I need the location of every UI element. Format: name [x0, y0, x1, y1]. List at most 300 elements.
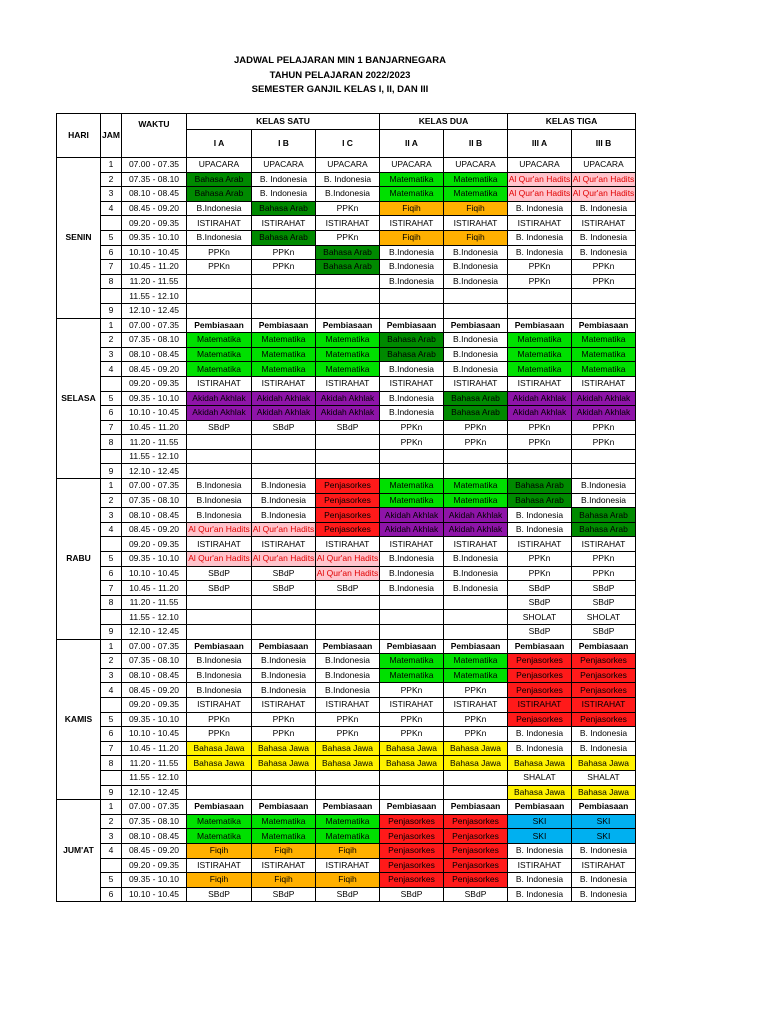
subject-cell: B. Indonesia: [316, 172, 380, 187]
subject-cell: Pembiasaan: [444, 800, 508, 815]
subject-cell: PPKn: [187, 727, 252, 742]
jam-cell: 4: [101, 683, 122, 698]
waktu-cell: 07.00 - 07.35: [122, 800, 187, 815]
jam-cell: [101, 610, 122, 625]
subject-cell: Bahasa Arab: [572, 508, 636, 523]
subject-cell: SBdP: [572, 581, 636, 596]
subject-cell: ISTIRAHAT: [572, 216, 636, 231]
schedule-row: [57, 172, 636, 187]
schedule-row: [57, 639, 636, 654]
subject-cell: [316, 303, 380, 318]
waktu-cell: 08.10 - 08.45: [122, 347, 187, 362]
subject-cell: B.Indonesia: [252, 654, 316, 669]
subject-cell: [444, 610, 508, 625]
subject-cell: [187, 610, 252, 625]
subject-cell: Al Qur'an Hadits: [187, 552, 252, 567]
jam-cell: 6: [101, 887, 122, 902]
subject-cell: SBdP: [316, 420, 380, 435]
waktu-cell: 08.10 - 08.45: [122, 668, 187, 683]
subject-cell: PPKn: [187, 260, 252, 275]
subject-cell: [444, 289, 508, 304]
jam-cell: 4: [101, 362, 122, 377]
subject-cell: ISTIRAHAT: [508, 697, 572, 712]
jam-cell: [101, 216, 122, 231]
waktu-cell: 07.35 - 08.10: [122, 654, 187, 669]
subject-cell: Matematika: [252, 362, 316, 377]
subject-cell: PPKn: [252, 245, 316, 260]
schedule-row: [57, 406, 636, 421]
subject-cell: ISTIRAHAT: [187, 216, 252, 231]
subject-cell: ISTIRAHAT: [444, 216, 508, 231]
subject-cell: Matematika: [187, 829, 252, 844]
subject-cell: Bahasa Jawa: [444, 741, 508, 756]
subject-cell: SBdP: [187, 887, 252, 902]
subject-cell: Matematika: [444, 187, 508, 202]
subject-cell: Pembiasaan: [572, 318, 636, 333]
subject-cell: [380, 625, 444, 640]
waktu-cell: 11.55 - 12.10: [122, 449, 187, 464]
subject-cell: [187, 435, 252, 450]
subject-cell: Matematika: [508, 347, 572, 362]
subject-cell: SKI: [572, 814, 636, 829]
schedule-row: [57, 887, 636, 902]
subject-cell: PPKn: [316, 727, 380, 742]
subject-cell: Pembiasaan: [187, 318, 252, 333]
subject-cell: SBdP: [380, 887, 444, 902]
subject-cell: Penjasorkes: [572, 654, 636, 669]
subject-cell: B.Indonesia: [380, 552, 444, 567]
subject-cell: Bahasa Arab: [380, 347, 444, 362]
subject-cell: B.Indonesia: [444, 362, 508, 377]
header-kelas-satu: KELAS SATU: [187, 114, 380, 130]
subject-cell: B.Indonesia: [380, 581, 444, 596]
waktu-cell: 08.45 - 09.20: [122, 522, 187, 537]
schedule-row: [57, 697, 636, 712]
subject-cell: Fiqih: [444, 230, 508, 245]
header-class-1a: I A: [187, 130, 252, 158]
waktu-cell: 09.20 - 09.35: [122, 376, 187, 391]
subject-cell: [380, 785, 444, 800]
subject-cell: PPKn: [316, 712, 380, 727]
subject-cell: Akidah Akhlak: [316, 406, 380, 421]
schedule-row: [57, 610, 636, 625]
subject-cell: Fiqih: [252, 843, 316, 858]
jam-cell: 2: [101, 654, 122, 669]
subject-cell: B. Indonesia: [572, 843, 636, 858]
subject-cell: Bahasa Jawa: [508, 756, 572, 771]
subject-cell: Akidah Akhlak: [444, 508, 508, 523]
subject-cell: [187, 449, 252, 464]
jam-cell: 5: [101, 873, 122, 888]
jam-cell: 5: [101, 230, 122, 245]
subject-cell: PPKn: [444, 727, 508, 742]
waktu-cell: 08.45 - 09.20: [122, 201, 187, 216]
subject-cell: PPKn: [316, 230, 380, 245]
subject-cell: Matematika: [252, 814, 316, 829]
schedule-row: [57, 566, 636, 581]
subject-cell: Pembiasaan: [187, 800, 252, 815]
subject-cell: ISTIRAHAT: [508, 376, 572, 391]
subject-cell: Penjasorkes: [380, 829, 444, 844]
schedule-table: [56, 113, 636, 902]
subject-cell: [444, 303, 508, 318]
subject-cell: SBdP: [508, 595, 572, 610]
subject-cell: [187, 770, 252, 785]
subject-cell: B.Indonesia: [380, 391, 444, 406]
subject-cell: [316, 464, 380, 479]
subject-cell: SHALAT: [508, 770, 572, 785]
subject-cell: [316, 625, 380, 640]
header-waktu: WAKTU: [122, 114, 187, 158]
header-hari: HARI: [57, 114, 101, 158]
subject-cell: B.Indonesia: [444, 260, 508, 275]
subject-cell: ISTIRAHAT: [187, 858, 252, 873]
subject-cell: SBdP: [187, 420, 252, 435]
subject-cell: Penjasorkes: [508, 683, 572, 698]
waktu-cell: 10.45 - 11.20: [122, 581, 187, 596]
subject-cell: [572, 464, 636, 479]
subject-cell: B.Indonesia: [444, 552, 508, 567]
title-semester: SEMESTER GANJIL KELAS I, II, DAN III: [251, 84, 429, 95]
subject-cell: ISTIRAHAT: [572, 537, 636, 552]
subject-cell: PPKn: [508, 566, 572, 581]
waktu-cell: 09.20 - 09.35: [122, 697, 187, 712]
subject-cell: Matematika: [572, 362, 636, 377]
waktu-cell: 07.00 - 07.35: [122, 639, 187, 654]
schedule-row: [57, 479, 636, 494]
subject-cell: B.Indonesia: [187, 654, 252, 669]
waktu-cell: 12.10 - 12.45: [122, 625, 187, 640]
subject-cell: [316, 785, 380, 800]
subject-cell: SBdP: [508, 581, 572, 596]
subject-cell: Matematika: [380, 654, 444, 669]
jam-cell: 2: [101, 493, 122, 508]
subject-cell: [380, 464, 444, 479]
subject-cell: [187, 464, 252, 479]
schedule-row: [57, 581, 636, 596]
waktu-cell: 09.20 - 09.35: [122, 537, 187, 552]
subject-cell: B. Indonesia: [508, 201, 572, 216]
subject-cell: ISTIRAHAT: [187, 697, 252, 712]
subject-cell: B.Indonesia: [187, 493, 252, 508]
subject-cell: [444, 464, 508, 479]
subject-cell: Bahasa Jawa: [316, 756, 380, 771]
subject-cell: SBdP: [252, 566, 316, 581]
waktu-cell: 07.00 - 07.35: [122, 158, 187, 173]
subject-cell: B. Indonesia: [508, 522, 572, 537]
subject-cell: B.Indonesia: [444, 245, 508, 260]
jam-cell: 7: [101, 741, 122, 756]
jam-cell: 8: [101, 274, 122, 289]
schedule-row: [57, 683, 636, 698]
jam-cell: 9: [101, 625, 122, 640]
subject-cell: PPKn: [444, 712, 508, 727]
schedule-row: [57, 829, 636, 844]
subject-cell: ISTIRAHAT: [316, 858, 380, 873]
subject-cell: B.Indonesia: [252, 683, 316, 698]
subject-cell: B.Indonesia: [316, 187, 380, 202]
jam-cell: 7: [101, 581, 122, 596]
subject-cell: [316, 610, 380, 625]
jam-cell: [101, 770, 122, 785]
schedule-row: [57, 770, 636, 785]
subject-cell: Matematika: [316, 829, 380, 844]
subject-cell: Matematika: [187, 333, 252, 348]
subject-cell: Pembiasaan: [316, 639, 380, 654]
subject-cell: Akidah Akhlak: [508, 391, 572, 406]
subject-cell: Matematika: [316, 333, 380, 348]
subject-cell: Bahasa Jawa: [252, 756, 316, 771]
subject-cell: [444, 449, 508, 464]
subject-cell: B. Indonesia: [572, 245, 636, 260]
subject-cell: [252, 595, 316, 610]
subject-cell: Bahasa Arab: [252, 201, 316, 216]
subject-cell: ISTIRAHAT: [316, 537, 380, 552]
subject-cell: Akidah Akhlak: [187, 406, 252, 421]
subject-cell: Akidah Akhlak: [252, 391, 316, 406]
subject-cell: B.Indonesia: [380, 274, 444, 289]
subject-cell: [316, 274, 380, 289]
subject-cell: ISTIRAHAT: [252, 537, 316, 552]
jam-cell: 5: [101, 552, 122, 567]
subject-cell: Akidah Akhlak: [508, 406, 572, 421]
waktu-cell: 07.00 - 07.35: [122, 479, 187, 494]
schedule-row: [57, 420, 636, 435]
jam-cell: 9: [101, 785, 122, 800]
subject-cell: Akidah Akhlak: [316, 391, 380, 406]
subject-cell: PPKn: [508, 260, 572, 275]
subject-cell: [187, 595, 252, 610]
subject-cell: [187, 289, 252, 304]
subject-cell: Al Qur'an Hadits: [508, 187, 572, 202]
subject-cell: B.Indonesia: [252, 508, 316, 523]
jam-cell: 9: [101, 464, 122, 479]
subject-cell: Bahasa Jawa: [187, 741, 252, 756]
subject-cell: ISTIRAHAT: [252, 697, 316, 712]
subject-cell: [572, 289, 636, 304]
subject-cell: [316, 770, 380, 785]
waktu-cell: 11.20 - 11.55: [122, 595, 187, 610]
subject-cell: Bahasa Jawa: [572, 785, 636, 800]
subject-cell: Penjasorkes: [380, 843, 444, 858]
jam-cell: 3: [101, 187, 122, 202]
subject-cell: PPKn: [508, 552, 572, 567]
subject-cell: Fiqih: [444, 201, 508, 216]
schedule-row: [57, 727, 636, 742]
subject-cell: Pembiasaan: [252, 318, 316, 333]
subject-cell: ISTIRAHAT: [572, 376, 636, 391]
subject-cell: Bahasa Jawa: [252, 741, 316, 756]
jam-cell: [101, 376, 122, 391]
jam-cell: 4: [101, 522, 122, 537]
subject-cell: ISTIRAHAT: [380, 537, 444, 552]
schedule-row: [57, 625, 636, 640]
subject-cell: Penjasorkes: [508, 654, 572, 669]
subject-cell: Al Qur'an Hadits: [508, 172, 572, 187]
schedule-row: [57, 362, 636, 377]
subject-cell: PPKn: [572, 260, 636, 275]
schedule-row: [57, 595, 636, 610]
subject-cell: B. Indonesia: [252, 172, 316, 187]
title-school: JADWAL PELAJARAN MIN 1 BANJARNEGARA: [233, 55, 446, 66]
subject-cell: PPKn: [572, 566, 636, 581]
waktu-cell: 10.45 - 11.20: [122, 420, 187, 435]
jam-cell: 1: [101, 158, 122, 173]
jam-cell: 3: [101, 668, 122, 683]
subject-cell: Bahasa Arab: [572, 522, 636, 537]
jam-cell: 2: [101, 172, 122, 187]
subject-cell: [187, 625, 252, 640]
subject-cell: Matematika: [187, 347, 252, 362]
schedule-row: [57, 800, 636, 815]
schedule-row: [57, 464, 636, 479]
jam-cell: 5: [101, 712, 122, 727]
subject-cell: B.Indonesia: [444, 333, 508, 348]
subject-cell: ISTIRAHAT: [316, 376, 380, 391]
subject-cell: B.Indonesia: [252, 668, 316, 683]
subject-cell: B.Indonesia: [187, 479, 252, 494]
subject-cell: Pembiasaan: [316, 800, 380, 815]
subject-cell: Pembiasaan: [508, 318, 572, 333]
subject-cell: SBdP: [316, 581, 380, 596]
subject-cell: [508, 303, 572, 318]
jam-cell: 3: [101, 347, 122, 362]
subject-cell: B.Indonesia: [444, 347, 508, 362]
subject-cell: Bahasa Jawa: [444, 756, 508, 771]
subject-cell: ISTIRAHAT: [252, 858, 316, 873]
subject-cell: Bahasa Arab: [316, 245, 380, 260]
schedule-row: [57, 347, 636, 362]
schedule-row: [57, 303, 636, 318]
waktu-cell: 08.10 - 08.45: [122, 829, 187, 844]
subject-cell: PPKn: [508, 420, 572, 435]
subject-cell: B. Indonesia: [572, 201, 636, 216]
subject-cell: Fiqih: [187, 873, 252, 888]
subject-cell: Bahasa Arab: [444, 391, 508, 406]
subject-cell: [508, 289, 572, 304]
subject-cell: B.Indonesia: [380, 245, 444, 260]
subject-cell: [252, 449, 316, 464]
subject-cell: Fiqih: [187, 843, 252, 858]
subject-cell: Al Qur'an Hadits: [187, 522, 252, 537]
waktu-cell: 10.45 - 11.20: [122, 260, 187, 275]
subject-cell: SBdP: [252, 420, 316, 435]
subject-cell: Fiqih: [380, 201, 444, 216]
waktu-cell: 08.10 - 08.45: [122, 187, 187, 202]
subject-cell: Fiqih: [380, 230, 444, 245]
subject-cell: Fiqih: [316, 843, 380, 858]
subject-cell: ISTIRAHAT: [572, 697, 636, 712]
header-kelas-tiga: KELAS TIGA: [508, 114, 636, 130]
subject-cell: UPACARA: [572, 158, 636, 173]
subject-cell: B.Indonesia: [444, 274, 508, 289]
waktu-cell: 08.10 - 08.45: [122, 508, 187, 523]
subject-cell: B.Indonesia: [444, 581, 508, 596]
subject-cell: Akidah Akhlak: [252, 406, 316, 421]
subject-cell: Al Qur'an Hadits: [316, 566, 380, 581]
subject-cell: Matematika: [187, 814, 252, 829]
subject-cell: Matematika: [252, 829, 316, 844]
subject-cell: SBdP: [316, 887, 380, 902]
day-name: RABU: [57, 479, 101, 640]
subject-cell: PPKn: [380, 435, 444, 450]
subject-cell: Penjasorkes: [444, 873, 508, 888]
subject-cell: [380, 449, 444, 464]
jam-cell: 7: [101, 420, 122, 435]
subject-cell: B. Indonesia: [508, 245, 572, 260]
subject-cell: B.Indonesia: [444, 566, 508, 581]
jam-cell: 1: [101, 318, 122, 333]
subject-cell: B.Indonesia: [316, 654, 380, 669]
schedule-row: [57, 449, 636, 464]
jam-cell: 5: [101, 391, 122, 406]
subject-cell: SBdP: [187, 581, 252, 596]
day-name: SENIN: [57, 158, 101, 319]
waktu-cell: 11.20 - 11.55: [122, 435, 187, 450]
subject-cell: Bahasa Jawa: [380, 756, 444, 771]
subject-cell: [316, 595, 380, 610]
subject-cell: B. Indonesia: [572, 873, 636, 888]
subject-cell: Penjasorkes: [316, 508, 380, 523]
jam-cell: 8: [101, 595, 122, 610]
subject-cell: [572, 449, 636, 464]
subject-cell: Pembiasaan: [508, 639, 572, 654]
subject-cell: Bahasa Jawa: [380, 741, 444, 756]
waktu-cell: 07.35 - 08.10: [122, 493, 187, 508]
subject-cell: B.Indonesia: [187, 230, 252, 245]
subject-cell: Penjasorkes: [572, 683, 636, 698]
subject-cell: [572, 303, 636, 318]
subject-cell: Pembiasaan: [316, 318, 380, 333]
subject-cell: Matematika: [444, 493, 508, 508]
title-year: TAHUN PELAJARAN 2022/2023: [269, 69, 411, 81]
subject-cell: SHOLAT: [572, 610, 636, 625]
subject-cell: Fiqih: [316, 873, 380, 888]
waktu-cell: 09.20 - 09.35: [122, 216, 187, 231]
waktu-cell: 09.35 - 10.10: [122, 391, 187, 406]
subject-cell: Penjasorkes: [508, 712, 572, 727]
subject-cell: [187, 785, 252, 800]
subject-cell: B.Indonesia: [187, 508, 252, 523]
subject-cell: Matematika: [252, 333, 316, 348]
schedule-row: [57, 376, 636, 391]
schedule-row: [57, 741, 636, 756]
subject-cell: [380, 770, 444, 785]
waktu-cell: 11.20 - 11.55: [122, 274, 187, 289]
subject-cell: UPACARA: [187, 158, 252, 173]
subject-cell: B.Indonesia: [187, 683, 252, 698]
schedule-row: [57, 201, 636, 216]
subject-cell: B.Indonesia: [572, 479, 636, 494]
subject-cell: SHALAT: [572, 770, 636, 785]
waktu-cell: 11.55 - 12.10: [122, 610, 187, 625]
subject-cell: B.Indonesia: [572, 493, 636, 508]
subject-cell: SBdP: [508, 625, 572, 640]
schedule-row: [57, 785, 636, 800]
subject-cell: Fiqih: [252, 873, 316, 888]
subject-cell: PPKn: [187, 712, 252, 727]
subject-cell: SBdP: [252, 887, 316, 902]
schedule-row: [57, 756, 636, 771]
subject-cell: [187, 303, 252, 318]
jam-cell: [101, 537, 122, 552]
waktu-cell: 10.10 - 10.45: [122, 727, 187, 742]
subject-cell: Penjasorkes: [444, 843, 508, 858]
document-title: [0, 54, 680, 98]
subject-cell: Matematika: [316, 347, 380, 362]
subject-cell: Penjasorkes: [380, 814, 444, 829]
subject-cell: Matematika: [380, 172, 444, 187]
